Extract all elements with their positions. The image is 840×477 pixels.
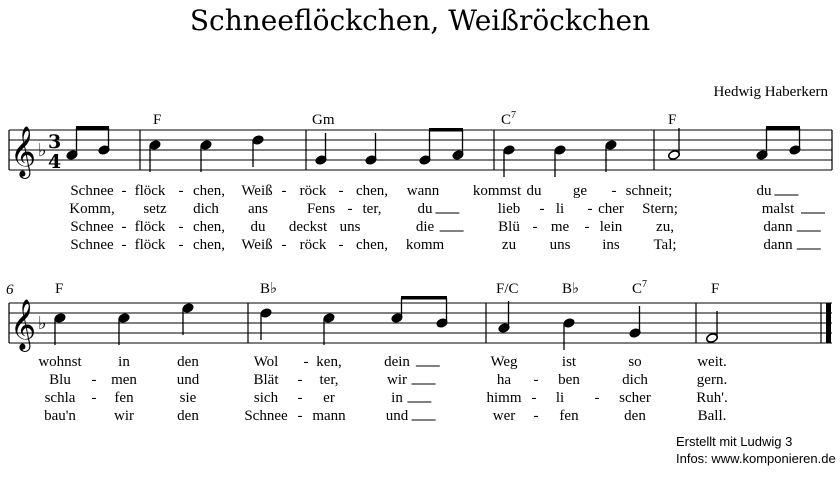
lyric-syllable: den <box>177 354 199 370</box>
lyric-syllable: Wol <box>253 354 279 370</box>
chord-symbol: F <box>153 112 162 128</box>
lyric-hyphen: - <box>303 354 309 370</box>
lyric-syllable: Schnee <box>70 237 114 253</box>
lyric-syllable: in <box>391 390 403 406</box>
lyric-syllable: ins <box>602 237 620 253</box>
lyric-hyphen: - <box>584 219 590 235</box>
lyric-hyphen: - <box>587 201 593 217</box>
lyric-syllable: dich <box>193 201 219 217</box>
lyric-syllable: bau'n <box>44 408 76 424</box>
chord-symbols-system-2 <box>55 279 719 297</box>
lyric-syllable: du <box>526 183 542 199</box>
chord-symbol: B♭ <box>562 281 580 297</box>
treble-clef-icon: 𝄞 <box>10 126 37 177</box>
lyric-syllable: gern. <box>696 372 728 388</box>
measure-number: 6 <box>6 282 14 298</box>
lyric-syllable: Stern; <box>642 201 678 217</box>
treble-clef-icon: 𝄞 <box>10 299 37 350</box>
final-barline <box>826 303 831 343</box>
lyric-syllable: du <box>250 219 266 235</box>
lyric-syllable: dich <box>622 372 648 388</box>
lyric-hyphen: - <box>532 219 538 235</box>
lyric-hyphen: - <box>121 219 127 235</box>
lyric-syllable: schneit; <box>625 183 673 199</box>
lyric-syllable: men <box>111 372 137 388</box>
lyric-syllable: den <box>624 408 646 424</box>
lyric-syllable: chen, <box>192 237 226 253</box>
chord-symbol: F/C <box>496 281 519 297</box>
lyric-syllable: Komm, <box>69 201 115 217</box>
lyric-syllable: röck <box>299 237 327 253</box>
lyric-hyphen: - <box>533 408 539 424</box>
lyric-syllable: ans <box>248 201 268 217</box>
lyric-hyphen: - <box>594 390 600 406</box>
lyric-syllable: weit. <box>697 354 727 370</box>
lyric-hyphen: - <box>338 237 344 253</box>
lyric-syllable: und <box>176 372 200 388</box>
lyric-hyphen: - <box>297 372 303 388</box>
lyric-syllable: ben <box>558 372 580 388</box>
lyric-syllable: Ruh'. <box>696 390 728 406</box>
lyric-syllable: fen <box>114 390 134 406</box>
lyric-hyphen: - <box>178 219 184 235</box>
lyric-syllable: Schnee <box>244 408 288 424</box>
lyric-hyphen: - <box>533 372 539 388</box>
lyric-syllable: chen, <box>192 219 226 235</box>
lyric-syllable: Blu <box>49 372 71 388</box>
lyric-syllable: li <box>555 201 565 217</box>
lyric-syllable: fen <box>559 408 579 424</box>
lyric-syllable: Blät <box>253 372 279 388</box>
lyric-syllable: himm <box>486 390 522 406</box>
lyric-hyphen: - <box>178 183 184 199</box>
notes-measure-6 <box>54 303 194 345</box>
lyric-syllable: ter, <box>362 201 382 217</box>
lyric-syllable: uns <box>339 219 361 235</box>
chord-symbol: $C^7$ <box>501 110 517 128</box>
lyric-syllable: dann <box>763 237 793 253</box>
lyric-hyphen: - <box>281 237 287 253</box>
lyric-syllable: flöck <box>134 237 166 253</box>
notes-measure-9 <box>706 311 719 343</box>
notes-measure-4 <box>503 140 617 177</box>
lyric-syllable: in <box>118 354 130 370</box>
composer-name: Hedwig Haberkern <box>713 84 828 100</box>
lyric-syllable: wer <box>492 408 516 424</box>
lyric-syllable: du <box>756 183 772 199</box>
flat-key-signature-icon: ♭ <box>38 313 47 334</box>
lyric-syllable: Weg <box>490 354 518 370</box>
lyric-hyphen: - <box>91 390 97 406</box>
staff-system-1 <box>9 130 832 170</box>
svg-text:4: 4 <box>48 151 62 173</box>
lyric-syllable: zu <box>501 237 517 253</box>
lyric-syllable: den <box>177 408 199 424</box>
lyric-syllable: malst <box>761 201 795 217</box>
lyric-syllable: die <box>415 219 435 235</box>
lyric-hyphen: - <box>91 372 97 388</box>
lyric-syllable: wann <box>406 183 440 199</box>
lyric-hyphen: - <box>539 201 545 217</box>
lyric-syllable: sie <box>179 390 197 406</box>
lyric-syllable: wir <box>114 408 134 424</box>
lyric-syllable: li <box>555 390 565 406</box>
chord-symbol: Gm <box>312 112 335 128</box>
lyric-hyphen: - <box>611 183 617 199</box>
lyric-syllable: du <box>417 201 433 217</box>
lyric-syllable: chen, <box>355 237 389 253</box>
lyric-syllable: Weiß <box>241 183 273 199</box>
lyric-syllable: deckst <box>288 219 328 235</box>
lyric-hyphen: - <box>121 237 127 253</box>
lyric-syllable: Tal; <box>653 237 677 253</box>
lyric-syllable: lieb <box>497 201 521 217</box>
chord-symbol: F <box>55 281 64 297</box>
lyric-syllable: flöck <box>134 219 166 235</box>
chord-symbols-system-1 <box>153 110 676 128</box>
svg-text:3: 3 <box>48 131 62 153</box>
lyrics-system-2 <box>38 354 727 424</box>
lyric-syllable: chen, <box>192 183 226 199</box>
footer-created-with: Erstellt mit Ludwig 3 <box>676 434 793 449</box>
lyric-syllable: me <box>550 219 570 235</box>
lyric-syllable: schla <box>44 390 76 406</box>
lyric-syllable: ge <box>572 183 588 199</box>
lyric-syllable: zu, <box>656 219 674 235</box>
lyric-syllable: Ball. <box>697 408 727 424</box>
lyric-hyphen: - <box>178 237 184 253</box>
lyric-syllable: cher <box>598 201 624 217</box>
lyric-syllable: röck <box>299 183 327 199</box>
lyric-syllable: Schnee <box>70 219 114 235</box>
lyric-hyphen: - <box>347 201 353 217</box>
lyric-syllable: ken, <box>316 354 342 370</box>
flat-key-signature-icon: ♭ <box>38 140 47 161</box>
song-title: Schneeflöckchen, Weißröckchen <box>189 4 651 37</box>
lyric-syllable: wohnst <box>38 354 82 370</box>
lyric-syllable: scher <box>619 390 651 406</box>
footer-info-url: Infos: www.komponieren.de <box>676 451 836 466</box>
lyric-hyphen: - <box>121 183 127 199</box>
lyric-syllable: ter, <box>319 372 339 388</box>
lyric-syllable: ist <box>561 354 577 370</box>
lyric-hyphen: - <box>297 408 303 424</box>
chord-symbol: F <box>668 112 677 128</box>
lyric-syllable: komm <box>405 237 445 253</box>
lyric-syllable: dann <box>763 219 793 235</box>
notes-measure-1 <box>66 126 110 160</box>
lyric-syllable: Blü <box>498 219 520 235</box>
lyric-syllable: Fens <box>306 201 336 217</box>
chord-symbol: F <box>711 281 720 297</box>
lyric-syllable: Weiß <box>241 237 273 253</box>
lyric-syllable: dein <box>384 354 410 370</box>
lyric-syllable: ha <box>496 372 512 388</box>
lyric-hyphen: - <box>531 390 537 406</box>
lyric-syllable: so <box>628 354 642 370</box>
lyric-hyphen: - <box>281 183 287 199</box>
lyric-hyphen: - <box>297 390 303 406</box>
lyric-syllable: sich <box>253 390 279 406</box>
lyric-syllable: wir <box>387 372 407 388</box>
lyric-syllable: er <box>323 390 335 406</box>
lyric-syllable: mann <box>312 408 346 424</box>
lyric-syllable: Schnee <box>70 183 114 199</box>
lyric-syllable: kommst <box>472 183 522 199</box>
lyric-syllable: und <box>385 408 409 424</box>
chord-symbol: $C^7$ <box>632 279 648 297</box>
lyric-syllable: chen, <box>355 183 389 199</box>
time-signature <box>48 131 61 173</box>
chord-symbol: B♭ <box>260 281 278 297</box>
lyric-hyphen: - <box>338 183 344 199</box>
lyric-syllable: setz <box>143 201 167 217</box>
notes-measure-5 <box>668 126 802 160</box>
lyric-syllable: uns <box>549 237 571 253</box>
lyric-syllable: lein <box>599 219 623 235</box>
lyrics-system-1 <box>69 183 825 253</box>
lyric-syllable: flöck <box>134 183 166 199</box>
